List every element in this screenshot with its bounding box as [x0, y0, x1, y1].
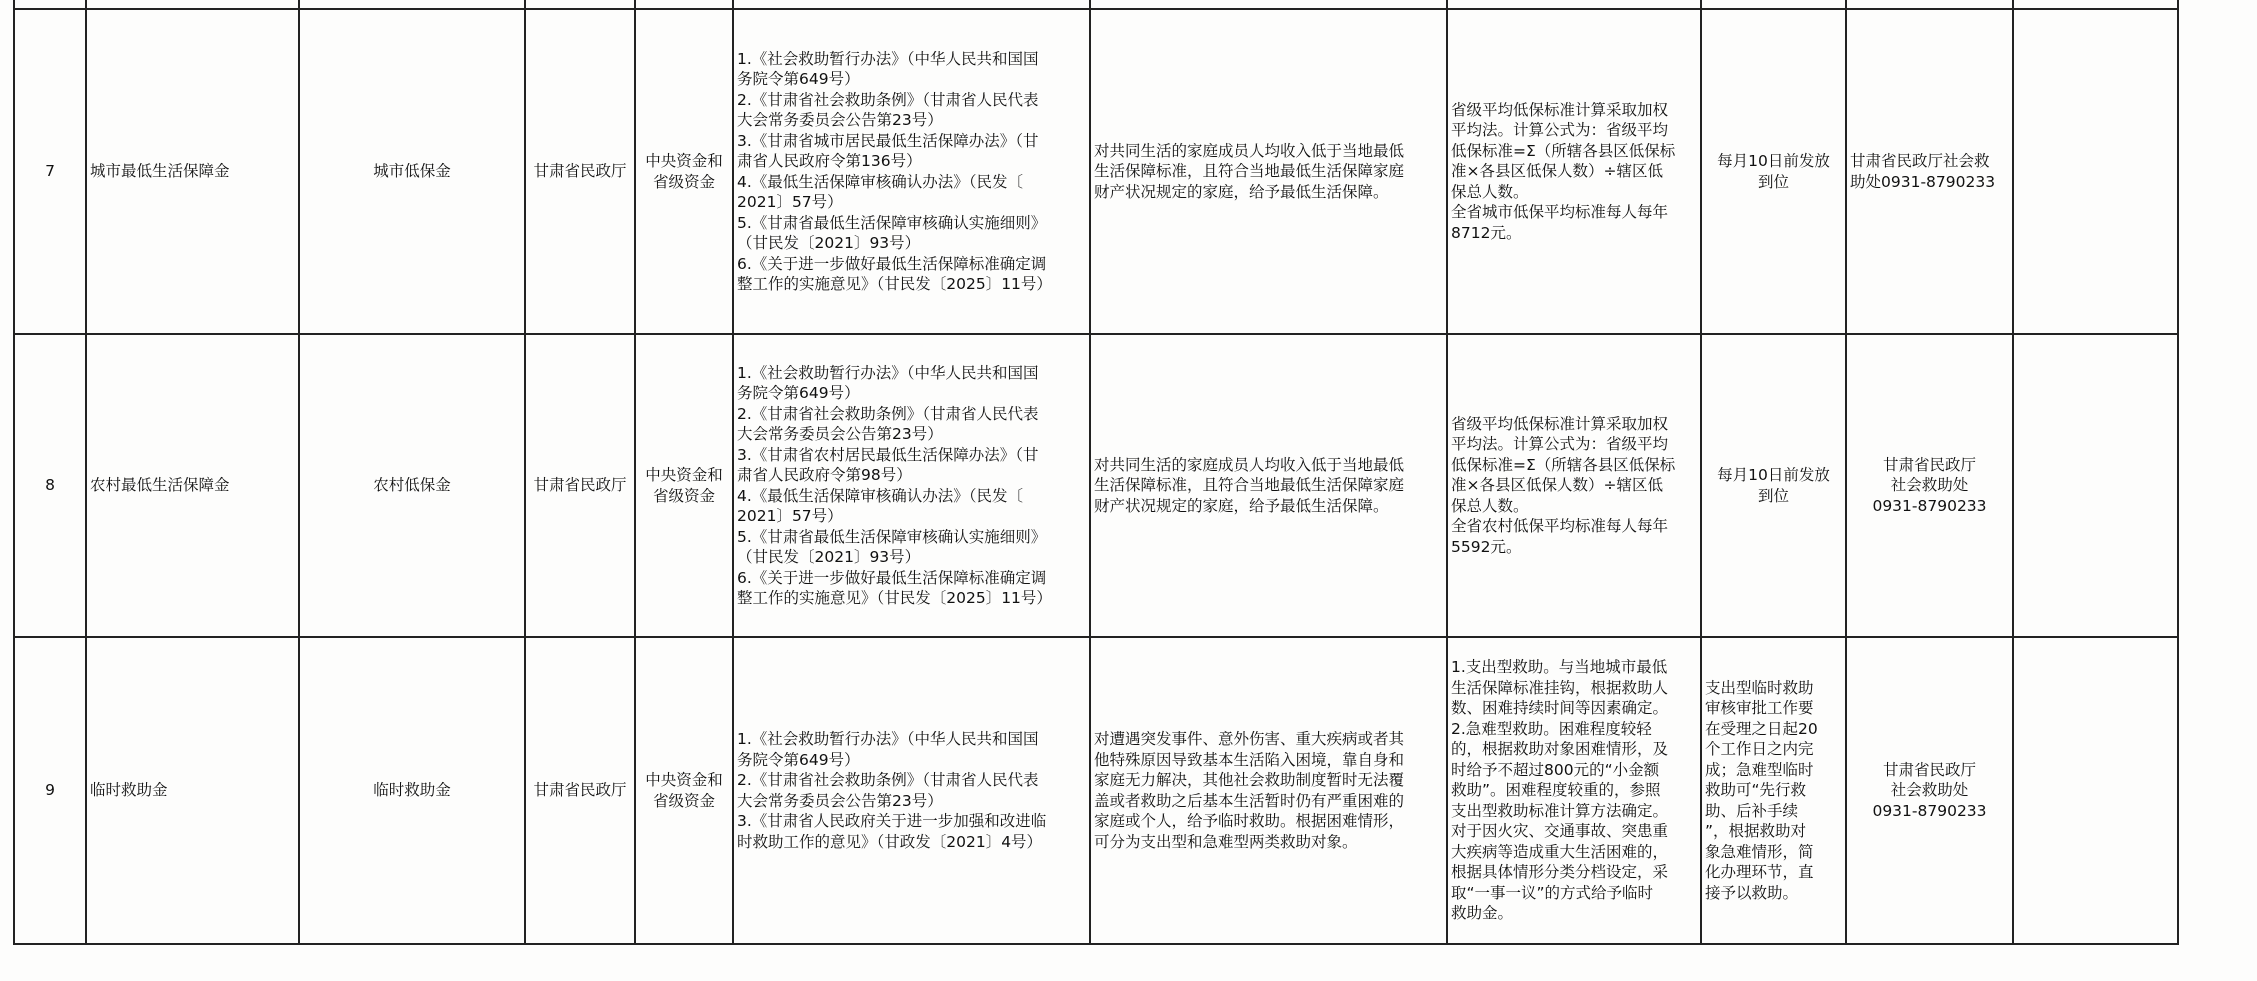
department: 甘肃省民政厅 [525, 334, 635, 637]
contact: 甘肃省民政厅 社会救助处 0931-8790233 [1846, 334, 2013, 637]
remark [2013, 637, 2178, 944]
project-name: 农村最低生活保障金 [86, 334, 299, 637]
row-number: 9 [14, 637, 86, 944]
contact: 甘肃省民政厅社会救 助处0931-8790233 [1846, 9, 2013, 334]
remark [2013, 334, 2178, 637]
project-name: 城市最低生活保障金 [86, 9, 299, 334]
contact: 甘肃省民政厅 社会救助处 0931-8790233 [1846, 637, 2013, 944]
page-bottom-margin [0, 950, 2257, 981]
payment-timing: 每月10日前发放 到位 [1701, 334, 1846, 637]
sub-item: 农村低保金 [299, 334, 525, 637]
standard: 省级平均低保标准计算采取加权 平均法。计算公式为：省级平均 低保标准=Σ（所辖各县区低保标 准×各县区低保人数）÷辖区低 保总人数。 全省农村低保平均标准每人每年 5592元。 [1447, 334, 1701, 637]
row-number: 7 [14, 9, 86, 334]
sub-item: 城市低保金 [299, 9, 525, 334]
standard: 省级平均低保标准计算采取加权 平均法。计算公式为：省级平均 低保标准=Σ（所辖各县区低保标 准×各县区低保人数）÷辖区低 保总人数。 全省城市低保平均标准每人每年 8712元。 [1447, 9, 1701, 334]
fund-source: 中央资金和 省级资金 [635, 9, 733, 334]
sub-item: 临时救助金 [299, 637, 525, 944]
table-row-top-stub [14, 0, 2178, 9]
table-row [14, 637, 2178, 944]
eligibility: 对遭遇突发事件、意外伤害、重大疾病或者其 他特殊原因导致基本生活陷入困境，靠自身和 家庭无力解决，其他社会救助制度暂时无法覆 盖或者救助之后基本生活暂时仍有严重困难的 家庭或个人，给予临时救助。根据困难情形， 可分为支出型和急难型两类救助对象。 [1090, 637, 1447, 944]
eligibility: 对共同生活的家庭成员人均收入低于当地最低 生活保障标准，且符合当地最低生活保障家庭 财产状况规定的家庭，给予最低生活保障。 [1090, 334, 1447, 637]
fund-source: 中央资金和 省级资金 [635, 637, 733, 944]
policy-basis: 1.《社会救助暂行办法》（中华人民共和国国 务院令第649号） 2.《甘肃省社会救助条例》（甘肃省人民代表 大会常务委员会公告第23号） 3.《甘肃省城市居民最低生活保障办法》（甘 肃省人民政府令第136号） 4.《最低生活保障审核确认办法》（民发〔 2021〕57号） 5.《甘肃省最低生活保障审核确认实施细则》 （甘民发〔2021〕93号） 6.《关于进一步做好最低生活保障标准确定调 整工作的实施意见》（甘民发〔2025〕11号） [733, 9, 1090, 334]
table-row [14, 9, 2178, 334]
fund-source: 中央资金和 省级资金 [635, 334, 733, 637]
table-row [14, 334, 2178, 637]
policy-basis: 1.《社会救助暂行办法》（中华人民共和国国 务院令第649号） 2.《甘肃省社会救助条例》（甘肃省人民代表 大会常务委员会公告第23号） 3.《甘肃省农村居民最低生活保障办法》（甘 肃省人民政府令第98号） 4.《最低生活保障审核确认办法》（民发〔 2021〕57号） 5.《甘肃省最低生活保障审核确认实施细则》 （甘民发〔2021〕93号） 6.《关于进一步做好最低生活保障标准确定调 整工作的实施意见》（甘民发〔2025〕11号） [733, 334, 1090, 637]
remark [2013, 9, 2178, 334]
subsidy-table [13, 0, 2179, 945]
department: 甘肃省民政厅 [525, 637, 635, 944]
department: 甘肃省民政厅 [525, 9, 635, 334]
payment-timing: 支出型临时救助 审核审批工作要 在受理之日起20 个工作日之内完 成；急难型临时 救助可“先行救 助、后补手续 ”，根据救助对 象急难情形，简 化办理环节，直 接予以救助。 [1701, 637, 1846, 944]
row-number: 8 [14, 334, 86, 637]
project-name: 临时救助金 [86, 637, 299, 944]
standard: 1.支出型救助。与当地城市最低 生活保障标准挂钩，根据救助人 数、困难持续时间等因素确定。 2.急难型救助。困难程度较轻 的，根据救助对象困难情形，及 时给予不超过800元的“小金额 救助”。困难程度较重的，参照 支出型救助标准计算方法确定。 对于因火灾、交通事故、突患重 大疾病等造成重大生活困难的， 根据具体情形分类分档设定，采 取“一事一议”的方式给予临时 救助金。 [1447, 637, 1701, 944]
policy-basis: 1.《社会救助暂行办法》（中华人民共和国国 务院令第649号） 2.《甘肃省社会救助条例》（甘肃省人民代表 大会常务委员会公告第23号） 3.《甘肃省人民政府关于进一步加强和改进临 时救助工作的意见》（甘政发〔2021〕4号） [733, 637, 1090, 944]
eligibility: 对共同生活的家庭成员人均收入低于当地最低 生活保障标准，且符合当地最低生活保障家庭 财产状况规定的家庭，给予最低生活保障。 [1090, 9, 1447, 334]
payment-timing: 每月10日前发放 到位 [1701, 9, 1846, 334]
